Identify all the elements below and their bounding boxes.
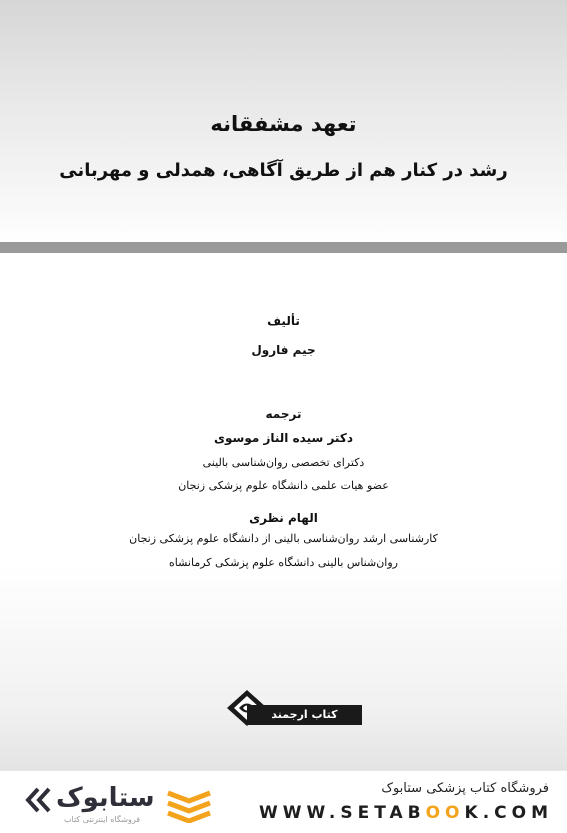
translator2-name: الهام نظری bbox=[249, 511, 318, 525]
brand-tagline: فروشگاه اینترنتی کتاب bbox=[64, 815, 141, 824]
publisher-name: کتاب ارجمند bbox=[247, 705, 362, 725]
publisher-logo bbox=[207, 689, 362, 727]
double-chevron-icon bbox=[24, 787, 52, 813]
store-name: فروشگاه کتاب پزشکی ستابوک bbox=[381, 781, 549, 796]
store-footer bbox=[0, 770, 567, 833]
book-subtitle: رشد در کنار هم از طریق آگاهی، همدلی و مهربانی bbox=[59, 160, 508, 181]
translator2-affiliation: روان‌شناس بالینی دانشگاه علوم پزشکی کرمانشاه bbox=[169, 556, 398, 569]
brand-wordmark: ستابوک bbox=[56, 783, 155, 813]
store-url-link[interactable] bbox=[259, 803, 553, 823]
book-stack-icon bbox=[164, 787, 214, 823]
header-divider-bar bbox=[0, 242, 567, 253]
url-part1: WWW.SETAB bbox=[259, 803, 426, 823]
translation-label: ترجمه bbox=[265, 407, 302, 421]
url-highlight: OO bbox=[425, 803, 465, 823]
translator1-degree: دکترای تخصصی روان‌شناسی بالینی bbox=[202, 456, 365, 469]
url-part2: K.COM bbox=[464, 803, 553, 823]
store-brand-logo[interactable] bbox=[24, 783, 224, 827]
translator2-degree: کارشناسی ارشد روان‌شناسی بالینی از دانشگاه علوم پزشکی زنجان bbox=[129, 532, 438, 545]
translator1-affiliation: عضو هیات علمی دانشگاه علوم پزشکی زنجان bbox=[178, 479, 389, 492]
book-title: تعهد مشفقانه bbox=[210, 112, 357, 136]
author-label: تألیف bbox=[267, 314, 300, 328]
author-name: جیم فارول bbox=[251, 343, 316, 357]
translator1-name: دکتر سیده الناز موسوی bbox=[214, 431, 353, 445]
